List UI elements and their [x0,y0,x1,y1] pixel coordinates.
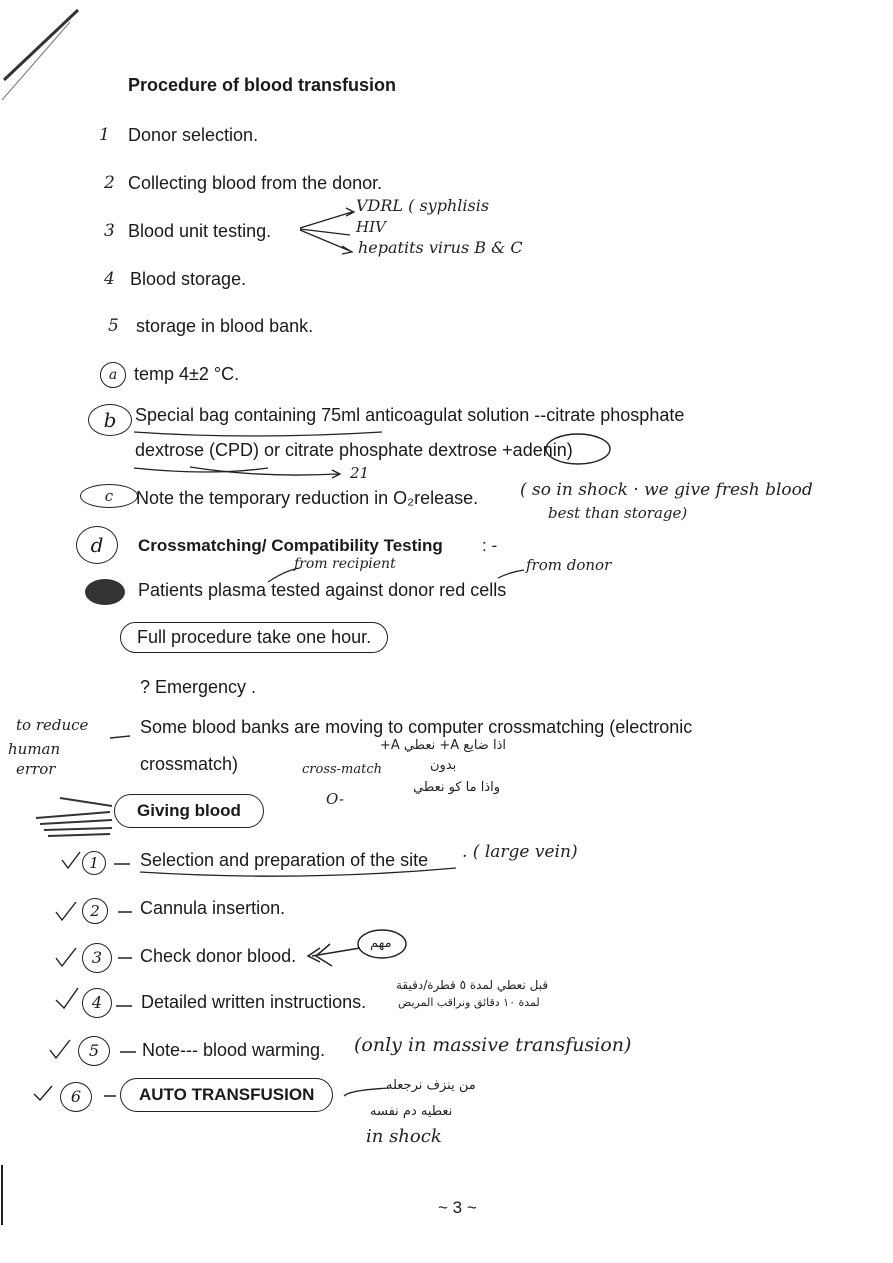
giving-item-1: Selection and preparation of the site [140,850,429,870]
note-hepatitis: hepatits virus B & C [358,238,523,257]
giving-marker-3: 3 [82,943,112,973]
step-marker-5: 5 [108,316,119,336]
arabic-note-5: O- [326,790,344,808]
step-marker-4: 4 [104,269,115,289]
pen-stroke [4,10,78,80]
giving-note-4: قبل نعطي لمدة ٥ قطرة/دقيقة [396,978,549,992]
giving-note-6c: in shock [366,1126,442,1147]
giving-marker-5: 5 [78,1036,110,1066]
crossmatch-suffix: : - [482,536,498,555]
arrow-donor [498,570,524,578]
check-2 [56,902,76,920]
reduction-note-1: ( so in shock · we give fresh blood [520,480,813,500]
side-note-1: to reduce [16,716,89,734]
emergency-text: ? Emergency . [140,677,257,697]
arrow-auto [344,1088,390,1096]
giving-marker-2: 2 [82,898,108,924]
giving-note-1: . ( large vein) [462,842,578,862]
dash-lines [104,736,136,1096]
note-hiv: HIV [356,218,386,236]
reduction-text: Note the temporary reduction in O₂release. [136,488,479,508]
giving-item-4: Detailed written instructions. [141,992,367,1012]
giving-marker-6: 6 [60,1082,92,1112]
arabic-note-4: واذا ما كو نعطي [413,780,500,795]
step-1-text: Donor selection. [128,125,259,145]
patients-text: Patients plasma tested against donor red cells [138,580,507,600]
giving-blood-heading: Giving blood [114,794,264,828]
auto-transfusion: AUTO TRANSFUSION [120,1078,333,1112]
giving-marker-1: 1 [82,851,106,875]
crossmatch-heading: Crossmatching/ Compatibility Testing [138,536,443,555]
check-3 [56,948,76,966]
pen-stroke-2 [2,22,70,100]
arabic-note-3: cross-match [302,762,383,777]
side-note-3: error [16,760,56,778]
computer-line-2: crossmatch) [140,754,239,774]
giving-item-2: Cannula insertion. [140,898,286,918]
emphasis-lines [36,798,112,836]
full-procedure-callout: Full procedure take one hour. [120,622,388,653]
note-from-donor: from donor [526,556,612,574]
arrow-hepatitis [300,230,352,254]
arrow-21 [190,467,340,478]
step-4-text: Blood storage. [130,269,247,289]
bag-note: 21 [350,464,370,482]
underline-cpd [134,468,268,472]
step-marker-3: 3 [104,221,115,241]
arrow-hiv [300,229,350,235]
marker-b: b [88,404,132,436]
giving-marker-4: 4 [82,988,112,1018]
arrow-important [308,944,360,966]
note-vdrl: VDRL ( syphlisis [356,196,490,215]
temp-text: temp 4±2 °C. [134,364,240,384]
marker-d: d [76,526,118,564]
step-marker-2: 2 [104,173,115,193]
bag-line-1: Special bag containing 75ml anticoagulat solution --citrate phosphate [135,405,685,425]
bag-line-2: dextrose (CPD) or citrate phosphate dextrose +adenin) [135,440,573,460]
page-number: ~ 3 ~ [438,1198,477,1217]
step-5-text: storage in blood bank. [136,316,314,336]
scribble-marker [85,579,125,605]
giving-note-6b: نعطيه دم نفسه [370,1104,453,1119]
giving-note-3: مهم [370,936,392,951]
check-1 [62,852,80,868]
arrow-vdrl [300,208,354,228]
giving-note-4b: لمدة ١٠ دقائق ونراقب المريض [398,996,540,1009]
giving-note-5: (only in massive transfusion) [354,1034,632,1056]
marker-c: c [80,484,138,508]
reduction-note-2: best than storage) [548,504,688,522]
step-2-text: Collecting blood from the donor. [128,173,383,193]
note-from-recipient: from recipient [294,556,396,572]
computer-line-1: Some blood banks are moving to computer crossmatching (electronic [140,717,693,737]
check-5 [50,1040,70,1058]
marker-a: a [100,362,126,388]
side-note-2: human [8,740,61,758]
check-6 [34,1086,52,1100]
arabic-note-2: بدون [430,758,457,773]
giving-note-6: من ينزف نرجعله [386,1078,476,1093]
giving-item-5: Note--- blood warming. [142,1040,326,1060]
step-3-text: Blood unit testing. [128,221,272,241]
step-marker-1: 1 [99,125,110,145]
check-4 [56,988,78,1008]
underline-bag [134,432,382,436]
giving-item-3: Check donor blood. [140,946,297,966]
arabic-note-1: اذا ضايع A+ نعطي A+ [379,738,506,753]
page-title: Procedure of blood transfusion [128,75,397,95]
